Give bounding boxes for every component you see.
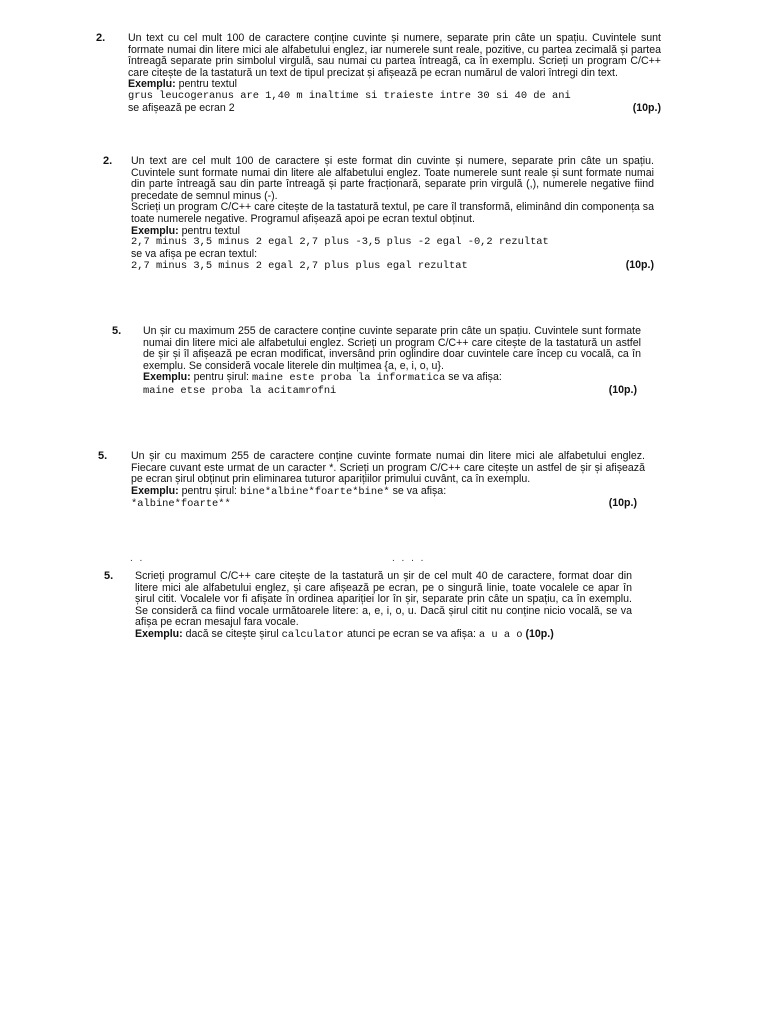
example-label: Exemplu: [131,484,179,497]
example-after: se va afișa: [448,371,502,384]
points: (10p.) [632,101,661,114]
scan-artifact: . . . . [392,553,426,564]
problem-body [131,156,654,273]
example-intro: pentru șirul: [181,484,237,497]
problem-statement: Un șir cu maximum 255 de caractere conține cuvinte separate prin câte un spațiu. Cuvintele sunt formate numai din litere mici ale alfabetului englez. Scrieți un program C/C++ care citește de la tastatură un astfel de șir și îl afișează pe ecran modificat, inversând prin oglindire doar cuvintele care încep cu vocală, ca în exemplu. Se consideră vocale literele din mulțimea {a, e, i, o, u}. [143,325,641,372]
example-input: 2,7 minus 3,5 minus 2 egal 2,7 plus -3,5 plus -2 egal -0,2 rezultat [131,236,549,249]
example-intro: pentru textul [181,224,240,237]
example-label: Exemplu: [128,78,176,91]
example-input: maine este proba la informatica [251,372,446,385]
example-output: *albine*foarte** [131,498,231,511]
example-output: maine etse proba la acitamrofni [143,384,337,397]
example-intro: dacă se citește șirul [185,627,279,640]
points: (10p.) [608,497,637,510]
example-after: se va afișa: [392,484,447,497]
example-result: se afișează pe ecran 2 [128,101,235,114]
example-label: Exemplu: [131,224,179,237]
problem-number: 5. [98,450,108,462]
example-output: a u a o [478,628,523,641]
example-intro: pentru șirul: [193,371,249,384]
problem-number: 5. [104,570,114,582]
example-output: 2,7 minus 3,5 minus 2 egal 2,7 plus plus egal rezultat [131,260,468,273]
example-after: atunci pe ecran se va afișa: [346,627,476,640]
problem-number: 5. [112,325,122,337]
points: (10p.) [608,383,637,396]
problem-body [128,33,661,114]
example-intro: pentru textul [178,78,237,91]
problem-number: 2. [96,32,106,44]
problem-body [135,571,632,642]
example-result: se va afișa pe ecran textul: [131,247,258,260]
problem-statement: Un șir cu maximum 255 de caractere conține cuvinte formate numai din litere mici ale alfabetului englez. Fiecare cuvant este urmat de un caracter *. Scrieți un program C/C++ care citește un astfel de șir și afișează pe ecran șirul obținut prin eliminarea tuturor aparițiilor primului cuvânt, ca în exemplu. [131,450,645,486]
problem-number: 2. [103,155,113,167]
example-input: bine*albine*foarte*bine* [239,485,390,498]
example-label: Exemplu: [135,627,183,640]
problem-statement: Un text cu cel mult 100 de caractere conține cuvinte și numere, separate prin câte un spațiu. Cuvintele sunt formate numai din litere mici ale alfabetului englez, iar numerele sunt reale, pozitive, cu partea zecimală și partea întreagă separate prin simbolul virgulă, sau numai cu partea întreagă, ca în exemplu. Scrieți un program C/C++ care citește de la tastatură un text de tipul precizat și afișează pe ecran numărul de valori întregi din text. [128,32,661,79]
problem-body [131,451,645,511]
example-input: grus leucogeranus are 1,40 m inaltime si traieste intre 30 si 40 de ani [128,89,571,102]
problem-statement-2: Scrieți un program C/C++ care citește de la tastatură textul, pe care îl transformă, eliminând din componența sa toate numerele negative. Programul afișează apoi pe ecran textul obținut. [131,201,654,225]
problem-statement: Scrieți programul C/C++ care citește de la tastatură un șir de cel mult 40 de caractere, format doar din litere mici ale alfabetului englez, și care afișează pe ecran, pe o singură linie, toate vocalele ce apar în șirul citit. Vocalele vor fi afișate în ordinea apariției lor în șir, separate prin câte un spațiu, ca în exemplu. Se consideră ca fiind vocale următoarele litere: a, e, i, o, u. Dacă șirul citit nu conține nicio vocală, se va afișa pe ecran mesajul fara vocale. [135,570,632,629]
example-label: Exemplu: [143,371,191,384]
example-input: calculator [281,628,344,641]
points: (10p.) [525,627,554,640]
problem-statement: Un text are cel mult 100 de caractere și este format din cuvinte și numere, separate prin câte un spațiu. Cuvintele sunt formate numai din litere ale alfabetului englez. Toate numerele sunt reale și sunt formate numai din parte întreagă sau din parte întreagă și parte fracționară, separate prin virgulă (,), numerele negative fiind precedate de semnul minus (-). [131,155,654,202]
problem-body [143,326,641,398]
points: (10p.) [625,259,654,272]
scan-artifact: . . [130,553,145,564]
